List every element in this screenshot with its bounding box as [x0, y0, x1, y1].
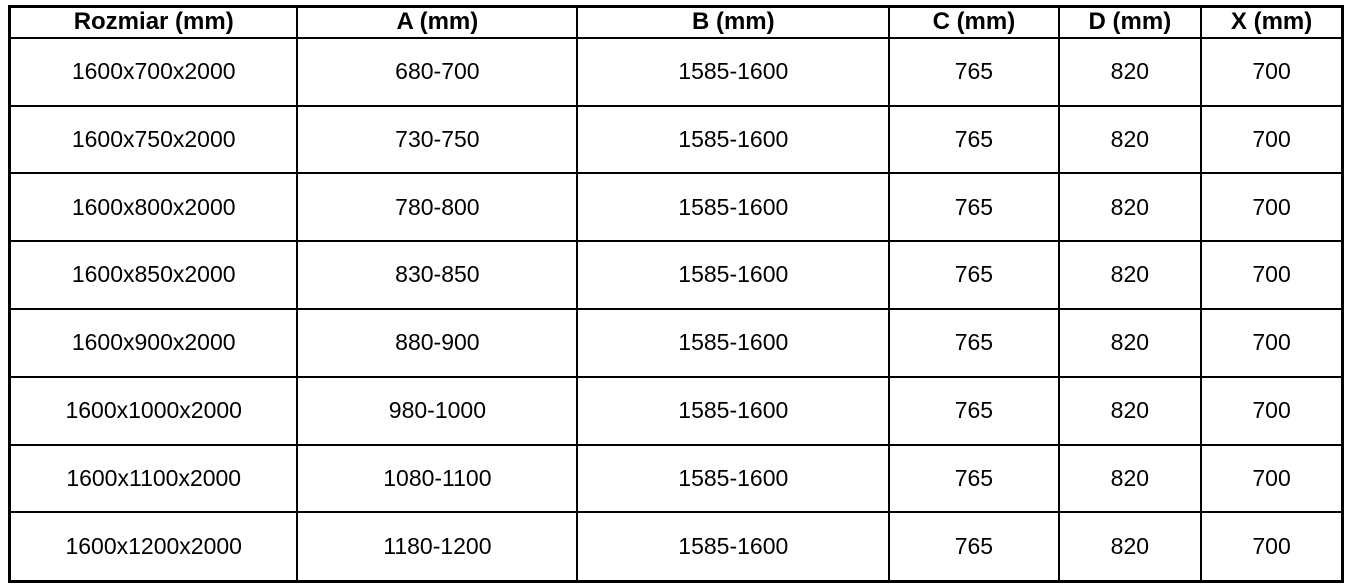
cell-rozmiar: 1600x1000x2000 [10, 377, 298, 445]
cell-rozmiar: 1600x700x2000 [10, 38, 298, 106]
cell-d: 820 [1059, 106, 1202, 174]
table-row [10, 38, 1343, 106]
cell-x: 700 [1201, 38, 1342, 106]
column-header-rozmiar: Rozmiar (mm) [10, 7, 298, 38]
size-spec-table [8, 5, 1344, 583]
cell-a: 680-700 [297, 38, 577, 106]
table-row [10, 309, 1343, 377]
column-header-a: A (mm) [297, 7, 577, 38]
cell-b: 1585-1600 [577, 173, 889, 241]
cell-d: 820 [1059, 173, 1202, 241]
column-header-b: B (mm) [577, 7, 889, 38]
column-header-x: X (mm) [1201, 7, 1342, 38]
cell-c: 765 [889, 512, 1058, 581]
cell-c: 765 [889, 445, 1058, 513]
cell-x: 700 [1201, 445, 1342, 513]
table-row [10, 445, 1343, 513]
cell-d: 820 [1059, 38, 1202, 106]
cell-d: 820 [1059, 445, 1202, 513]
cell-c: 765 [889, 106, 1058, 174]
cell-x: 700 [1201, 377, 1342, 445]
cell-c: 765 [889, 377, 1058, 445]
cell-a: 830-850 [297, 241, 577, 309]
cell-x: 700 [1201, 106, 1342, 174]
column-header-c: C (mm) [889, 7, 1058, 38]
table-row [10, 512, 1343, 581]
cell-a: 980-1000 [297, 377, 577, 445]
table-row [10, 241, 1343, 309]
cell-b: 1585-1600 [577, 512, 889, 581]
cell-a: 780-800 [297, 173, 577, 241]
cell-rozmiar: 1600x1200x2000 [10, 512, 298, 581]
cell-b: 1585-1600 [577, 377, 889, 445]
cell-x: 700 [1201, 512, 1342, 581]
cell-x: 700 [1201, 241, 1342, 309]
cell-d: 820 [1059, 309, 1202, 377]
cell-x: 700 [1201, 173, 1342, 241]
table-body [10, 38, 1343, 582]
table-row [10, 173, 1343, 241]
column-header-d: D (mm) [1059, 7, 1202, 38]
cell-rozmiar: 1600x750x2000 [10, 106, 298, 174]
cell-rozmiar: 1600x850x2000 [10, 241, 298, 309]
cell-b: 1585-1600 [577, 309, 889, 377]
cell-a: 730-750 [297, 106, 577, 174]
cell-b: 1585-1600 [577, 241, 889, 309]
cell-b: 1585-1600 [577, 106, 889, 174]
cell-c: 765 [889, 241, 1058, 309]
cell-x: 700 [1201, 309, 1342, 377]
table-row [10, 106, 1343, 174]
cell-b: 1585-1600 [577, 445, 889, 513]
cell-a: 880-900 [297, 309, 577, 377]
cell-a: 1080-1100 [297, 445, 577, 513]
cell-d: 820 [1059, 377, 1202, 445]
table-header [10, 7, 1343, 38]
cell-c: 765 [889, 309, 1058, 377]
header-row [10, 7, 1343, 38]
cell-c: 765 [889, 173, 1058, 241]
cell-rozmiar: 1600x800x2000 [10, 173, 298, 241]
cell-a: 1180-1200 [297, 512, 577, 581]
cell-c: 765 [889, 38, 1058, 106]
cell-b: 1585-1600 [577, 38, 889, 106]
cell-d: 820 [1059, 512, 1202, 581]
cell-rozmiar: 1600x900x2000 [10, 309, 298, 377]
table-row [10, 377, 1343, 445]
cell-d: 820 [1059, 241, 1202, 309]
cell-rozmiar: 1600x1100x2000 [10, 445, 298, 513]
